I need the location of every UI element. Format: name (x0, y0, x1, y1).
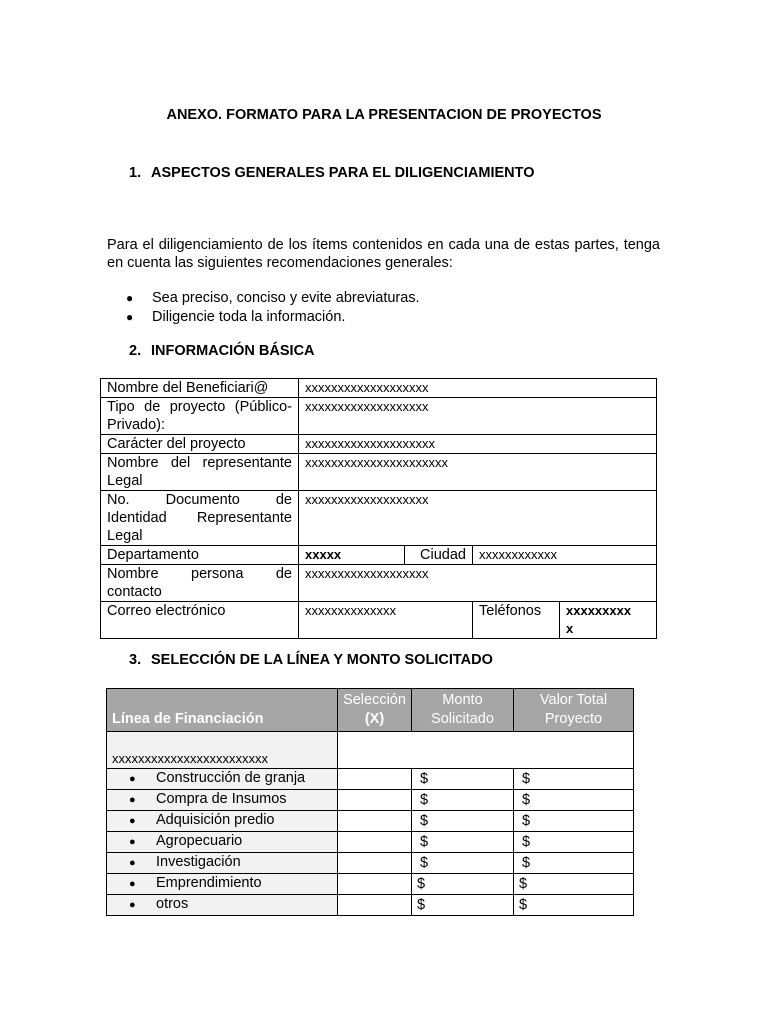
linea-emprendimiento: ● Emprendimiento (107, 874, 338, 895)
telefonos-label: Teléfonos (473, 602, 560, 639)
linea-agropecuario: ● Agropecuario (107, 832, 338, 853)
representante-label: Nombre del representante Legal (101, 454, 299, 491)
basic-info-table (100, 378, 657, 639)
tipo-proyecto-value[interactable]: xxxxxxxxxxxxxxxxxxx (299, 398, 657, 435)
group-empty-cell (338, 732, 634, 769)
header-monto: Monto Solicitado (412, 689, 514, 732)
bullet-icon: ● (129, 857, 136, 869)
monto-cell[interactable]: $ (412, 790, 514, 811)
ciudad-label: Ciudad (405, 546, 473, 565)
telefonos-value[interactable]: xxxxxxxxx x (560, 602, 657, 639)
seleccion-cell[interactable] (338, 811, 412, 832)
seleccion-cell[interactable] (338, 769, 412, 790)
linea-construccion: ● Construcción de granja (107, 769, 338, 790)
table-row (107, 895, 634, 916)
table-row (101, 379, 657, 398)
bullet-icon: ● (129, 878, 136, 890)
seleccion-cell[interactable] (338, 895, 412, 916)
table-row (107, 832, 634, 853)
bullet-icon: ● (129, 815, 136, 827)
contacto-value[interactable]: xxxxxxxxxxxxxxxxxxx (299, 565, 657, 602)
linea-investigacion: ● Investigación (107, 853, 338, 874)
table-row (101, 565, 657, 602)
documento-label: No. Documento de Identidad Representante Legal (101, 491, 299, 546)
table-row (101, 546, 657, 565)
header-linea: Línea de Financiación (107, 689, 338, 732)
section-3-title: SELECCIÓN DE LA LÍNEA Y MONTO SOLICITADO (151, 652, 493, 668)
table-row (101, 602, 657, 639)
list-item: ● Sea preciso, conciso y evite abreviaturas. (126, 290, 420, 306)
header-valor: Valor Total Proyecto (514, 689, 634, 732)
monto-cell[interactable]: $ (412, 769, 514, 790)
section-1-heading (129, 165, 535, 181)
recommendations-list (126, 289, 420, 327)
representante-value[interactable]: xxxxxxxxxxxxxxxxxxxxxx (299, 454, 657, 491)
departamento-label: Departamento (101, 546, 299, 565)
departamento-value[interactable]: xxxxx (299, 546, 405, 565)
table-row (107, 874, 634, 895)
beneficiario-label: Nombre del Beneficiari@ (101, 379, 299, 398)
caracter-label: Carácter del proyecto (101, 435, 299, 454)
funding-table (106, 688, 634, 916)
bullet-icon: ● (129, 899, 136, 911)
table-row (107, 790, 634, 811)
linea-otros: ● otros (107, 895, 338, 916)
valor-cell[interactable]: $ (514, 811, 634, 832)
documento-value[interactable]: xxxxxxxxxxxxxxxxxxx (299, 491, 657, 546)
seleccion-cell[interactable] (338, 790, 412, 811)
table-header-row (107, 689, 634, 732)
seleccion-cell[interactable] (338, 832, 412, 853)
table-row (107, 811, 634, 832)
list-item: ● Diligencie toda la información. (126, 309, 346, 325)
monto-cell[interactable]: $ (412, 811, 514, 832)
header-seleccion: Selección (X) (338, 689, 412, 732)
caracter-value[interactable]: xxxxxxxxxxxxxxxxxxxx (299, 435, 657, 454)
table-row (107, 769, 634, 790)
section-1-title: ASPECTOS GENERALES PARA EL DILIGENCIAMIENTO (151, 165, 535, 181)
valor-cell[interactable]: $ (514, 874, 634, 895)
correo-label: Correo electrónico (101, 602, 299, 639)
section-3-heading (129, 652, 493, 668)
monto-cell[interactable]: $ (412, 895, 514, 916)
table-row (101, 435, 657, 454)
section-2-title: INFORMACIÓN BÁSICA (151, 343, 315, 359)
group-label: xxxxxxxxxxxxxxxxxxxxxxxx (107, 732, 338, 769)
valor-cell[interactable]: $ (514, 769, 634, 790)
monto-cell[interactable]: $ (412, 874, 514, 895)
section-3-number: 3. (129, 652, 142, 668)
seleccion-cell[interactable] (338, 874, 412, 895)
section-2-heading (129, 343, 315, 359)
table-row (107, 732, 634, 769)
correo-value[interactable]: xxxxxxxxxxxxxx (299, 602, 473, 639)
bullet-icon: ● (126, 291, 134, 305)
intro-paragraph: Para el diligenciamiento de los ítems contenidos en cada una de estas partes, tenga en cuenta las siguientes recomendaciones generales: (107, 237, 660, 271)
monto-cell[interactable]: $ (412, 853, 514, 874)
contacto-label: Nombre persona de contacto (101, 565, 299, 602)
valor-cell[interactable]: $ (514, 790, 634, 811)
tipo-proyecto-label: Tipo de proyecto (Público- Privado): (101, 398, 299, 435)
table-row (107, 853, 634, 874)
beneficiario-value[interactable]: xxxxxxxxxxxxxxxxxxx (299, 379, 657, 398)
monto-cell[interactable]: $ (412, 832, 514, 853)
bullet-icon: ● (129, 773, 136, 785)
section-2-number: 2. (129, 343, 142, 359)
page-title: ANEXO. FORMATO PARA LA PRESENTACION DE PROYECTOS (166, 107, 602, 123)
linea-adquisicion-predio: ● Adquisición predio (107, 811, 338, 832)
bullet-icon: ● (129, 794, 136, 806)
valor-cell[interactable]: $ (514, 832, 634, 853)
table-row (101, 454, 657, 491)
linea-compra-insumos: ● Compra de Insumos (107, 790, 338, 811)
ciudad-value[interactable]: xxxxxxxxxxxx (473, 546, 657, 565)
bullet-icon: ● (129, 836, 136, 848)
valor-cell[interactable]: $ (514, 895, 634, 916)
table-row (101, 491, 657, 546)
table-row (101, 398, 657, 435)
seleccion-cell[interactable] (338, 853, 412, 874)
section-1-number: 1. (129, 165, 142, 181)
valor-cell[interactable]: $ (514, 853, 634, 874)
bullet-icon: ● (126, 310, 134, 324)
